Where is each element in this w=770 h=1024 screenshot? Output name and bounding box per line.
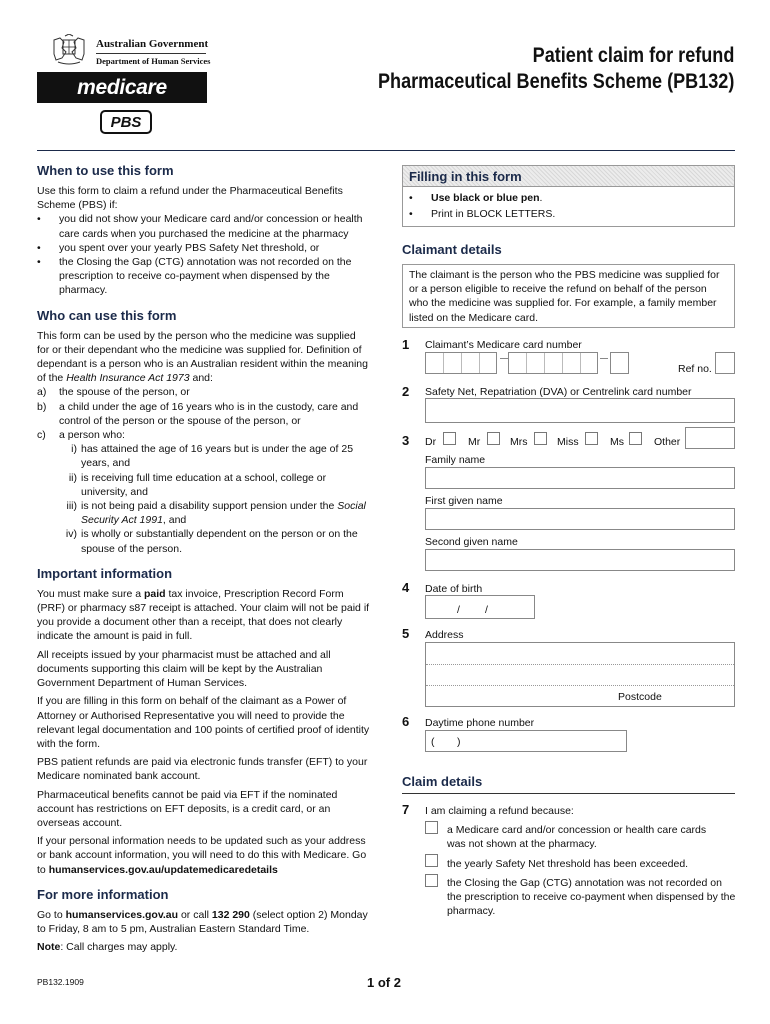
title-mr-checkbox[interactable] <box>487 432 500 445</box>
question-5-label: Address <box>425 629 464 641</box>
concession-card-input[interactable] <box>425 398 735 423</box>
important-p2: All receipts issued by your pharmacist must be attached and all documents supporting this claim will be kept by the Australian Government Department of Human Services. <box>37 648 331 690</box>
question-3-number: 3 <box>402 433 410 448</box>
medicare-number-dash-1 <box>500 358 508 359</box>
ref-no-input[interactable] <box>715 352 735 374</box>
who-item-c: c) a person who: <box>37 429 125 442</box>
important-p6: If your personal information needs to be updated such as your address or bank account information, you will need to do this with Medicare. Go to humanservices.gov.au/updatemedicaredetails <box>37 835 367 876</box>
reason-3-label: the Closing the Gap (CTG) annotation was not recorded on the prescription to receive co-payment when dispensed by the pharmacy. <box>447 877 736 918</box>
more-info-text: Go to humanservices.gov.au or call 132 290 (select option 2) Monday to Friday, 8 am to 5 pm, Australian Eastern Standard Time. <box>37 908 368 935</box>
title-line-2 <box>378 70 734 94</box>
dob-separator-2: / <box>485 604 488 616</box>
header-divider <box>96 53 206 54</box>
title-dr-label: Dr <box>425 436 437 448</box>
more-info-heading: For more information <box>37 886 169 902</box>
address-input[interactable] <box>425 642 735 707</box>
when-item-3: • the Closing the Gap (CTG) annotation was not recorded on the prescription to receive co-payment when dispensed by the pharmacy. <box>37 256 352 297</box>
date-of-birth-input[interactable] <box>425 595 535 619</box>
filling-box <box>402 165 735 227</box>
page-number: 1 of 2 <box>367 975 401 990</box>
medicare-logo-text: medicare <box>77 75 167 99</box>
form-code: PB132.1909 <box>37 977 84 987</box>
medicare-number-group-3[interactable] <box>610 352 629 374</box>
humanservices-link[interactable]: humanservices.gov.au <box>65 908 179 921</box>
ref-no-label: Ref no. <box>678 363 712 375</box>
title-line-1: Patient claim for refund <box>532 44 734 67</box>
filling-item-1: • Use black or blue pen. <box>409 192 543 204</box>
dob-separator-1: / <box>457 604 460 616</box>
first-name-input[interactable] <box>425 508 735 530</box>
filling-heading: Filling in this form <box>409 169 522 184</box>
phone-input[interactable] <box>425 730 627 752</box>
title-mr-label: Mr <box>468 436 481 448</box>
who-intro: This form can be used by the person who the medicine was supplied for or their dependant who the medicine was supplied for. Definition of dependant is a person who is an Australian resident within the meaning of the Health Insurance Act 1973 and: <box>37 329 368 385</box>
title-dr-checkbox[interactable] <box>443 432 456 445</box>
family-name-label: Family name <box>425 454 486 466</box>
form-title <box>320 44 734 94</box>
reason-1-label: a Medicare card and/or concession or health care cards was not shown at the pharmacy. <box>447 824 707 851</box>
when-item-1: • you did not show your Medicare card and/or concession or health care cards when you purchased the medicine at the pharmacy <box>37 213 363 240</box>
question-5-number: 5 <box>402 626 410 641</box>
who-item-a: a) the spouse of the person, or <box>37 386 190 399</box>
claim-heading: Claim details <box>402 774 483 789</box>
when-item-2: • you spent over your yearly PBS Safety Net threshold, or <box>37 241 320 254</box>
medicare-number-dash-2 <box>600 358 608 359</box>
who-item-c-ii: ii) is receiving full time education at a school, college or university, and <box>68 471 327 498</box>
phone-area-open: ( <box>431 736 435 748</box>
title-mrs-label: Mrs <box>510 436 528 448</box>
government-crest-icon <box>48 34 90 66</box>
title-code: (PB132) <box>666 70 734 93</box>
title-miss-checkbox[interactable] <box>585 432 598 445</box>
question-6-number: 6 <box>402 714 410 729</box>
update-details-link[interactable]: humanservices.gov.au/updatemedicaredetails <box>48 863 278 876</box>
question-6-label: Daytime phone number <box>425 717 535 729</box>
second-name-label: Second given name <box>425 536 518 548</box>
question-4-label: Date of birth <box>425 583 483 595</box>
important-heading: Important information <box>37 565 173 581</box>
claimant-heading: Claimant details <box>402 242 502 257</box>
filling-header <box>403 166 734 187</box>
title-ms-label: Ms <box>610 436 624 448</box>
question-1-label: Claimant’s Medicare card number <box>425 339 582 351</box>
title-ms-checkbox[interactable] <box>629 432 642 445</box>
title-other-input[interactable] <box>685 427 735 449</box>
title-other-label: Other <box>654 436 681 448</box>
question-4-number: 4 <box>402 580 410 595</box>
who-item-c-iii: iii) is not being paid a disability support pension under the Social Security Act 1991, and <box>66 500 366 527</box>
who-item-c-iv: iv) is wholly or substantially dependent on the person or on the spouse of the person. <box>65 528 358 555</box>
who-item-c-i: i) has attained the age of 16 years but is under the age of 25 years, and <box>71 443 354 470</box>
important-p1: You must make sure a paid tax invoice, Prescription Record Form (PRF) or pharmacy s87 receipt is attached. Your claim will not be paid if you provide a document other than a receipt, that does not clearly indicate the amount is paid in full. <box>37 587 370 643</box>
important-p5: Pharmaceutical benefits cannot be paid via EFT if the nominated account has restrictions on EFT deposits, is a credit card, or an overseas account. <box>37 788 338 829</box>
postcode-label: Postcode <box>618 691 662 703</box>
department-name: Department of Human Services <box>96 56 211 66</box>
address-line-divider-2 <box>426 685 734 686</box>
reason-3-checkbox[interactable] <box>425 874 438 887</box>
reason-2-checkbox[interactable] <box>425 854 438 867</box>
pbs-logo-text: PBS <box>110 113 142 131</box>
claim-heading-rule <box>402 793 735 794</box>
important-p3: If you are filling in this form on behalf of the claimant as a Power of Attorney or Authorised Representative you will need to provide the relevant legal documentation and 100 points of certified proof of identity with the form. <box>37 695 370 750</box>
phone-area-close: ) <box>457 736 461 748</box>
pbs-logo <box>100 110 152 134</box>
who-heading: Who can use this form <box>37 307 177 323</box>
medicare-number-group-1[interactable] <box>425 352 497 374</box>
address-line-divider-1 <box>426 664 734 665</box>
government-name: Australian Government <box>96 38 209 50</box>
title-scheme: Pharmaceutical Benefits Scheme <box>377 70 662 93</box>
when-intro: Use this form to claim a refund under the Pharmaceutical Benefits Scheme (PBS) if: <box>37 185 343 212</box>
who-item-b: b) a child under the age of 16 years who is in the custody, care and control of the person or the spouse of the person, or <box>37 400 359 427</box>
when-heading: When to use this form <box>37 163 174 178</box>
medicare-number-group-2[interactable] <box>508 352 598 374</box>
left-column <box>37 163 370 954</box>
reason-2-label: the yearly Safety Net threshold has been exceeded. <box>447 858 689 870</box>
question-1-number: 1 <box>402 337 410 352</box>
note: Note: Call charges may apply. <box>37 941 178 954</box>
question-2-number: 2 <box>402 384 410 399</box>
question-7-number: 7 <box>402 802 410 817</box>
claimant-info-box: The claimant is the person who the PBS medicine was supplied for or a person eligible to receive the refund on behalf of the person who the medicine was supplied for. For example, a family member listed on the Medicare card. <box>402 264 735 328</box>
important-p4: PBS patient refunds are paid via electronic funds transfer (EFT) to your Medicare nominated bank account. <box>37 756 368 783</box>
question-7-label: I am claiming a refund because: <box>425 805 574 817</box>
header-rule <box>37 150 735 151</box>
filling-item-2: • Print in BLOCK LETTERS. <box>409 208 556 221</box>
title-miss-label: Miss <box>557 436 579 448</box>
question-2-label: Safety Net, Repatriation (DVA) or Centrelink card number <box>425 386 692 398</box>
family-name-input[interactable] <box>425 467 735 489</box>
phone-number: 132 290 <box>211 908 250 921</box>
second-name-input[interactable] <box>425 549 735 571</box>
medicare-logo <box>37 72 207 103</box>
title-mrs-checkbox[interactable] <box>534 432 547 445</box>
first-name-label: First given name <box>425 495 503 507</box>
reason-1-checkbox[interactable] <box>425 821 438 834</box>
